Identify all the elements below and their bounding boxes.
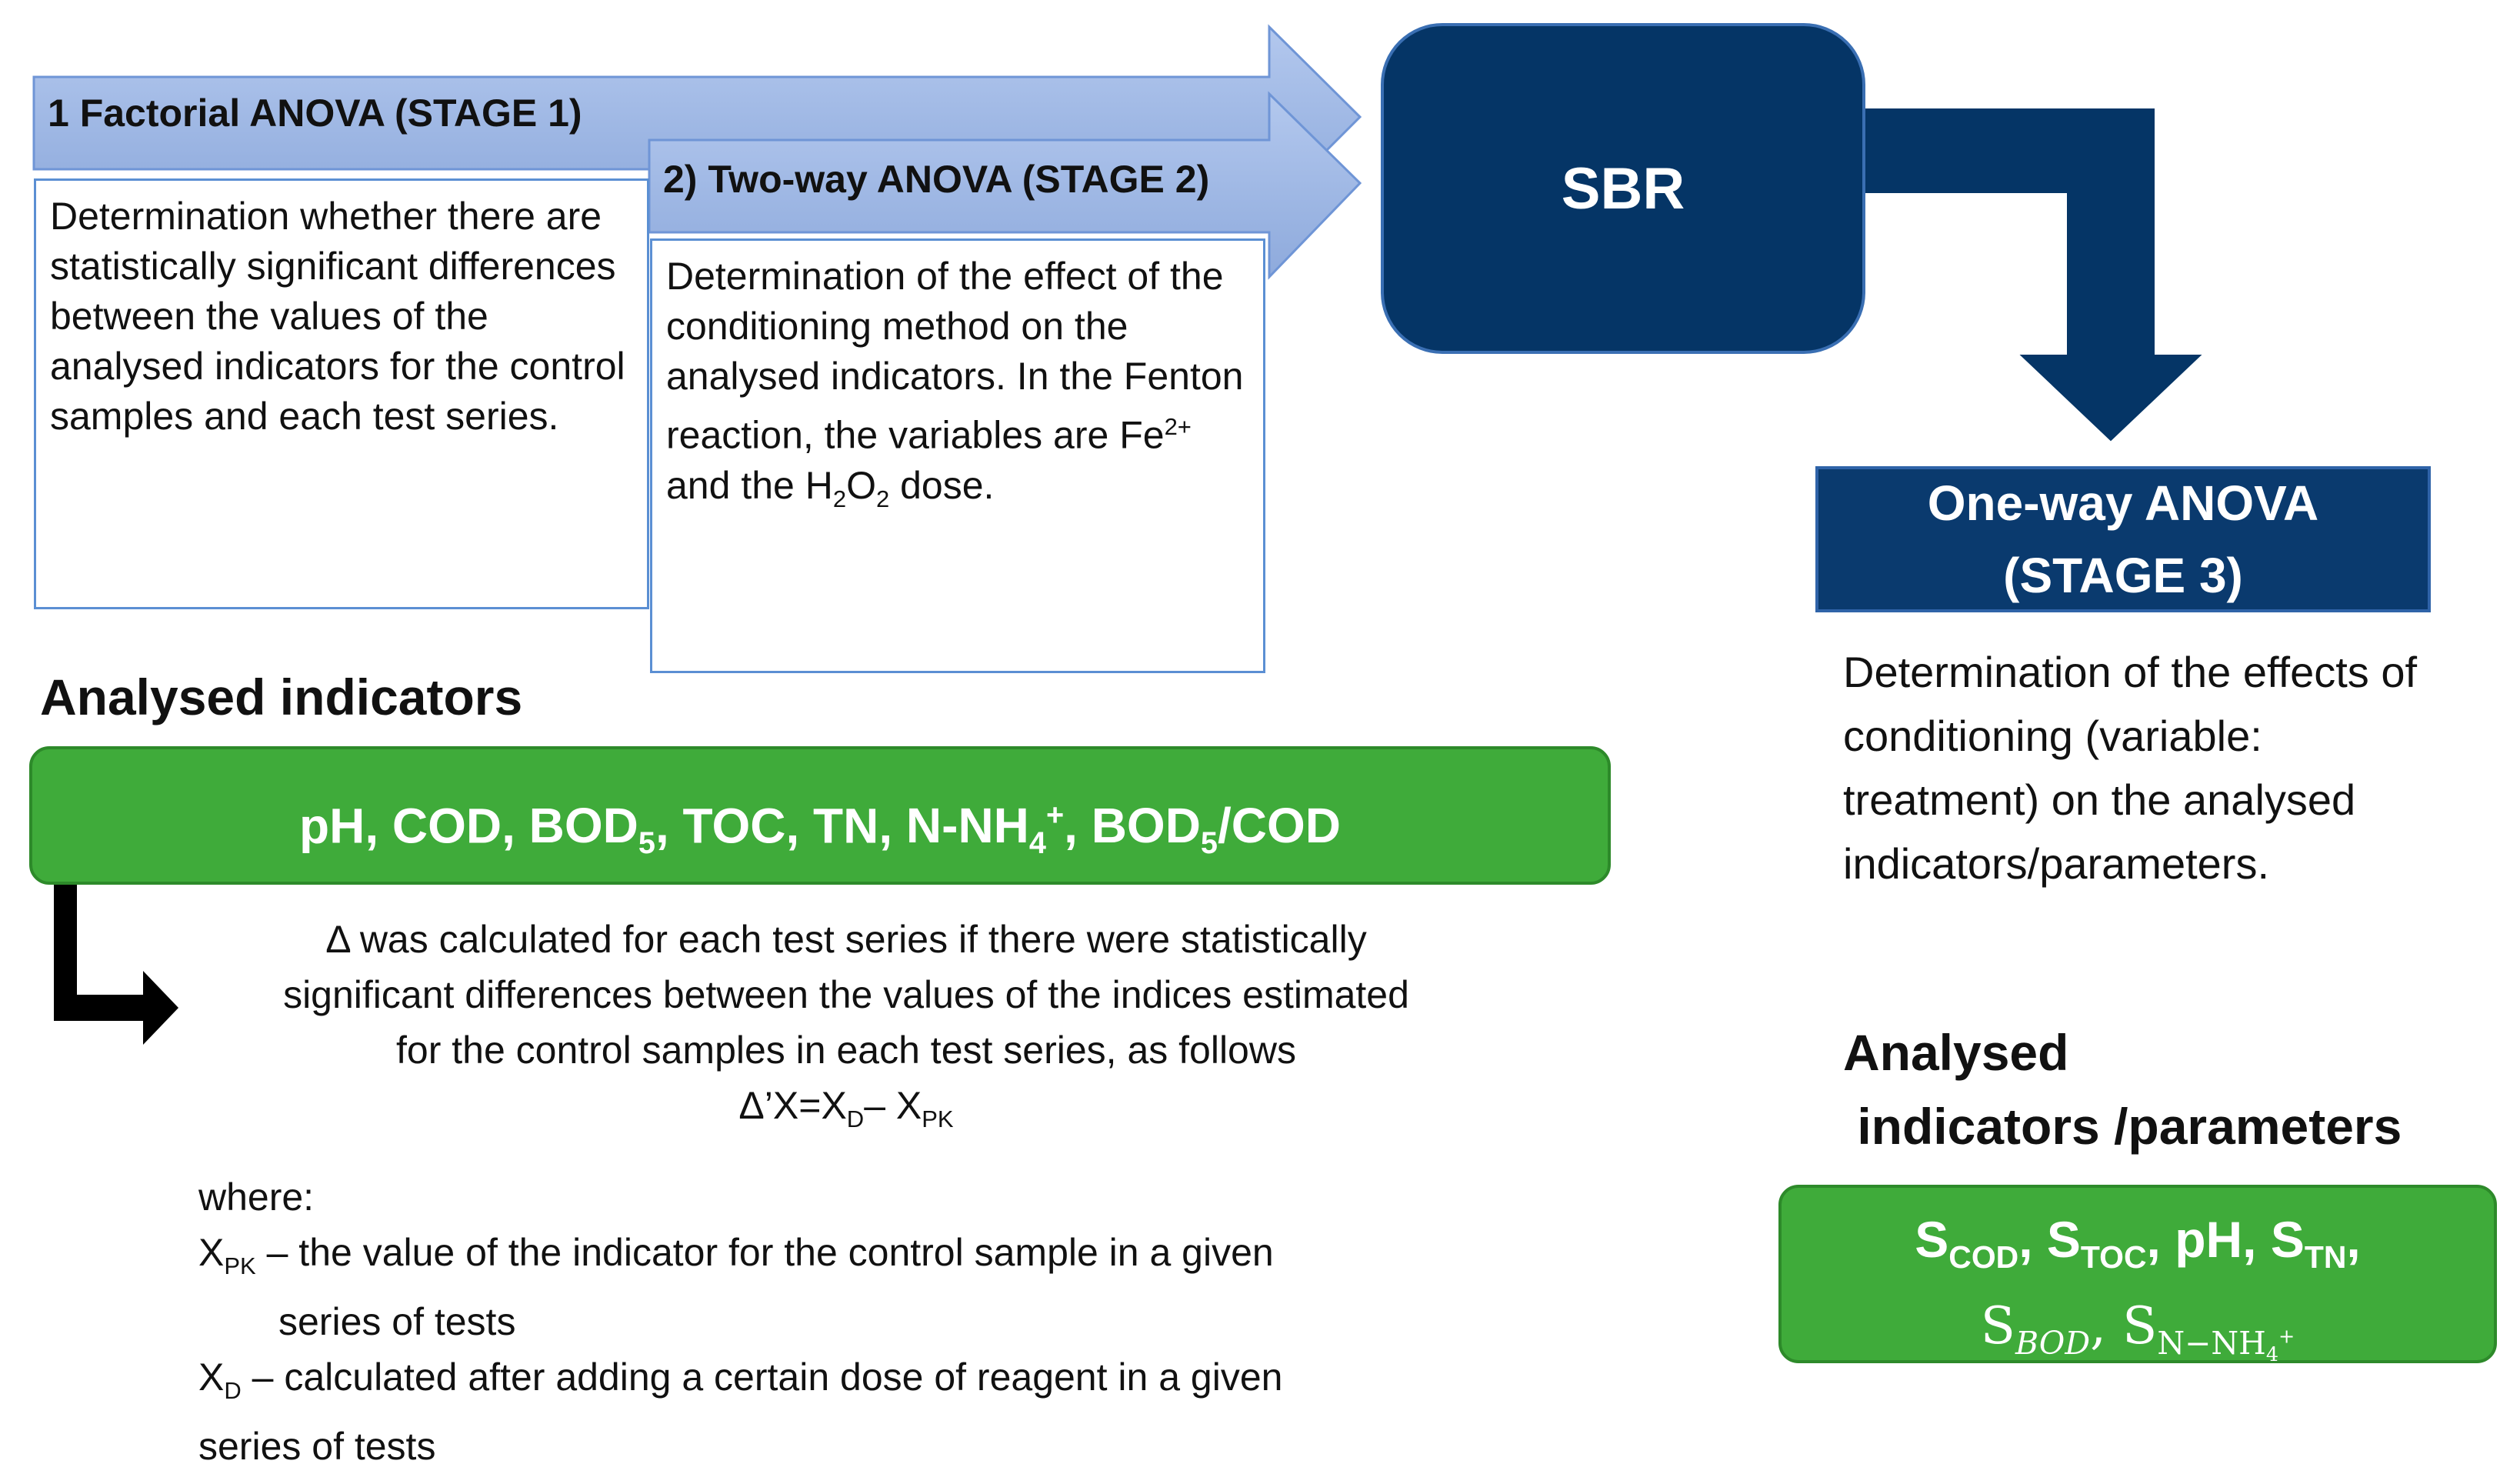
- stage3-title-line2: (STAGE 3): [2003, 548, 2243, 603]
- indicator-n-nh4: $N-NH_4^+$,: [905, 798, 1092, 861]
- stage3-params-box: [1778, 1185, 2497, 1366]
- indicator-toc: TOC,: [682, 798, 814, 854]
- stage3-params-heading: [1843, 1015, 2402, 1163]
- stage2-description: Determination of the effect of the conditioning method on the analysed indicators. In the Fenton reaction, the variables are $Fe^{2+}$ and the $H_2O_2$ dose.: [666, 255, 1244, 512]
- stage1-description: Determination whether there are statistically significant differences between the values of the analysed indicators for the control samples and each test series.: [50, 195, 625, 438]
- indicator-ph: pH,: [299, 798, 392, 854]
- sbr-to-stage3-arrow: [1865, 109, 2200, 440]
- indicator-cod: COD,: [392, 798, 529, 854]
- param-scod: $S_{COD}$,: [1915, 1211, 2047, 1276]
- where-label: where:: [198, 1176, 315, 1219]
- delta-elbow-arrow: [54, 883, 178, 1045]
- delta-note-line3: for the control samples in each test series, as follows: [396, 1029, 1296, 1072]
- param-snnh4: $S_{N-NH_4^+}$: [2122, 1296, 2295, 1366]
- indicator-bod5: $BOD_5$,: [528, 798, 683, 861]
- indicator-bod5-cod: $BOD_5$/COD: [1091, 798, 1341, 861]
- stage1-description-box: [34, 178, 649, 609]
- analysed-indicators-heading: Analysed indicators: [40, 669, 523, 725]
- delta-note-line1: Δ was calculated for each test series if there were statistically: [325, 918, 1367, 961]
- stage3-params-heading-line1: Analysed: [1843, 1024, 2069, 1081]
- where-block: [198, 1169, 1429, 1474]
- stage2-description-box: [650, 238, 1265, 673]
- indicators-bar: [29, 746, 1611, 885]
- sbr-block: [1381, 23, 1865, 354]
- param-sbod: $S_{BOD}$,: [1980, 1296, 2123, 1362]
- indicator-tn: TN,: [813, 798, 906, 854]
- where-xpk-line2: series of tests: [278, 1300, 516, 1343]
- where-xd-line2: series of tests: [198, 1425, 436, 1468]
- param-stn: $S_{TN}$,: [2270, 1211, 2361, 1276]
- stage3-box: [1815, 466, 2431, 612]
- where-xpk-line1: $X_{PK}$ – the value of the indicator for the control sample in a given: [198, 1231, 1274, 1279]
- sbr-label: SBR: [1561, 155, 1685, 222]
- stage3-params-row1: [1782, 1205, 2494, 1292]
- param-stoc: $S_{TOC}$, pH,: [2046, 1211, 2271, 1276]
- stage2-arrow-label: 2) Two-way ANOVA (STAGE 2): [663, 158, 1210, 201]
- delta-note: [177, 912, 1515, 1147]
- stage3-params-heading-line2: indicators /parameters: [1843, 1098, 2402, 1155]
- stage1-arrow-label: 1 Factorial ANOVA (STAGE 1): [48, 92, 582, 135]
- stage3-description: Determination of the effects of conditioning (variable: treatment) on the analysed indicators/parameters.: [1843, 648, 2418, 888]
- stage3-title-line1: One-way ANOVA: [1927, 475, 2319, 531]
- where-xd-line1: $X_D$ – calculated after adding a certain dose of reagent in a given: [198, 1356, 1283, 1404]
- delta-formula: $\Delta’X=X_D-$ $X_{PK}$: [738, 1084, 954, 1132]
- delta-note-line2: significant differences between the values of the indices estimated: [283, 973, 1409, 1016]
- stage3-params-row2: [1782, 1292, 2494, 1389]
